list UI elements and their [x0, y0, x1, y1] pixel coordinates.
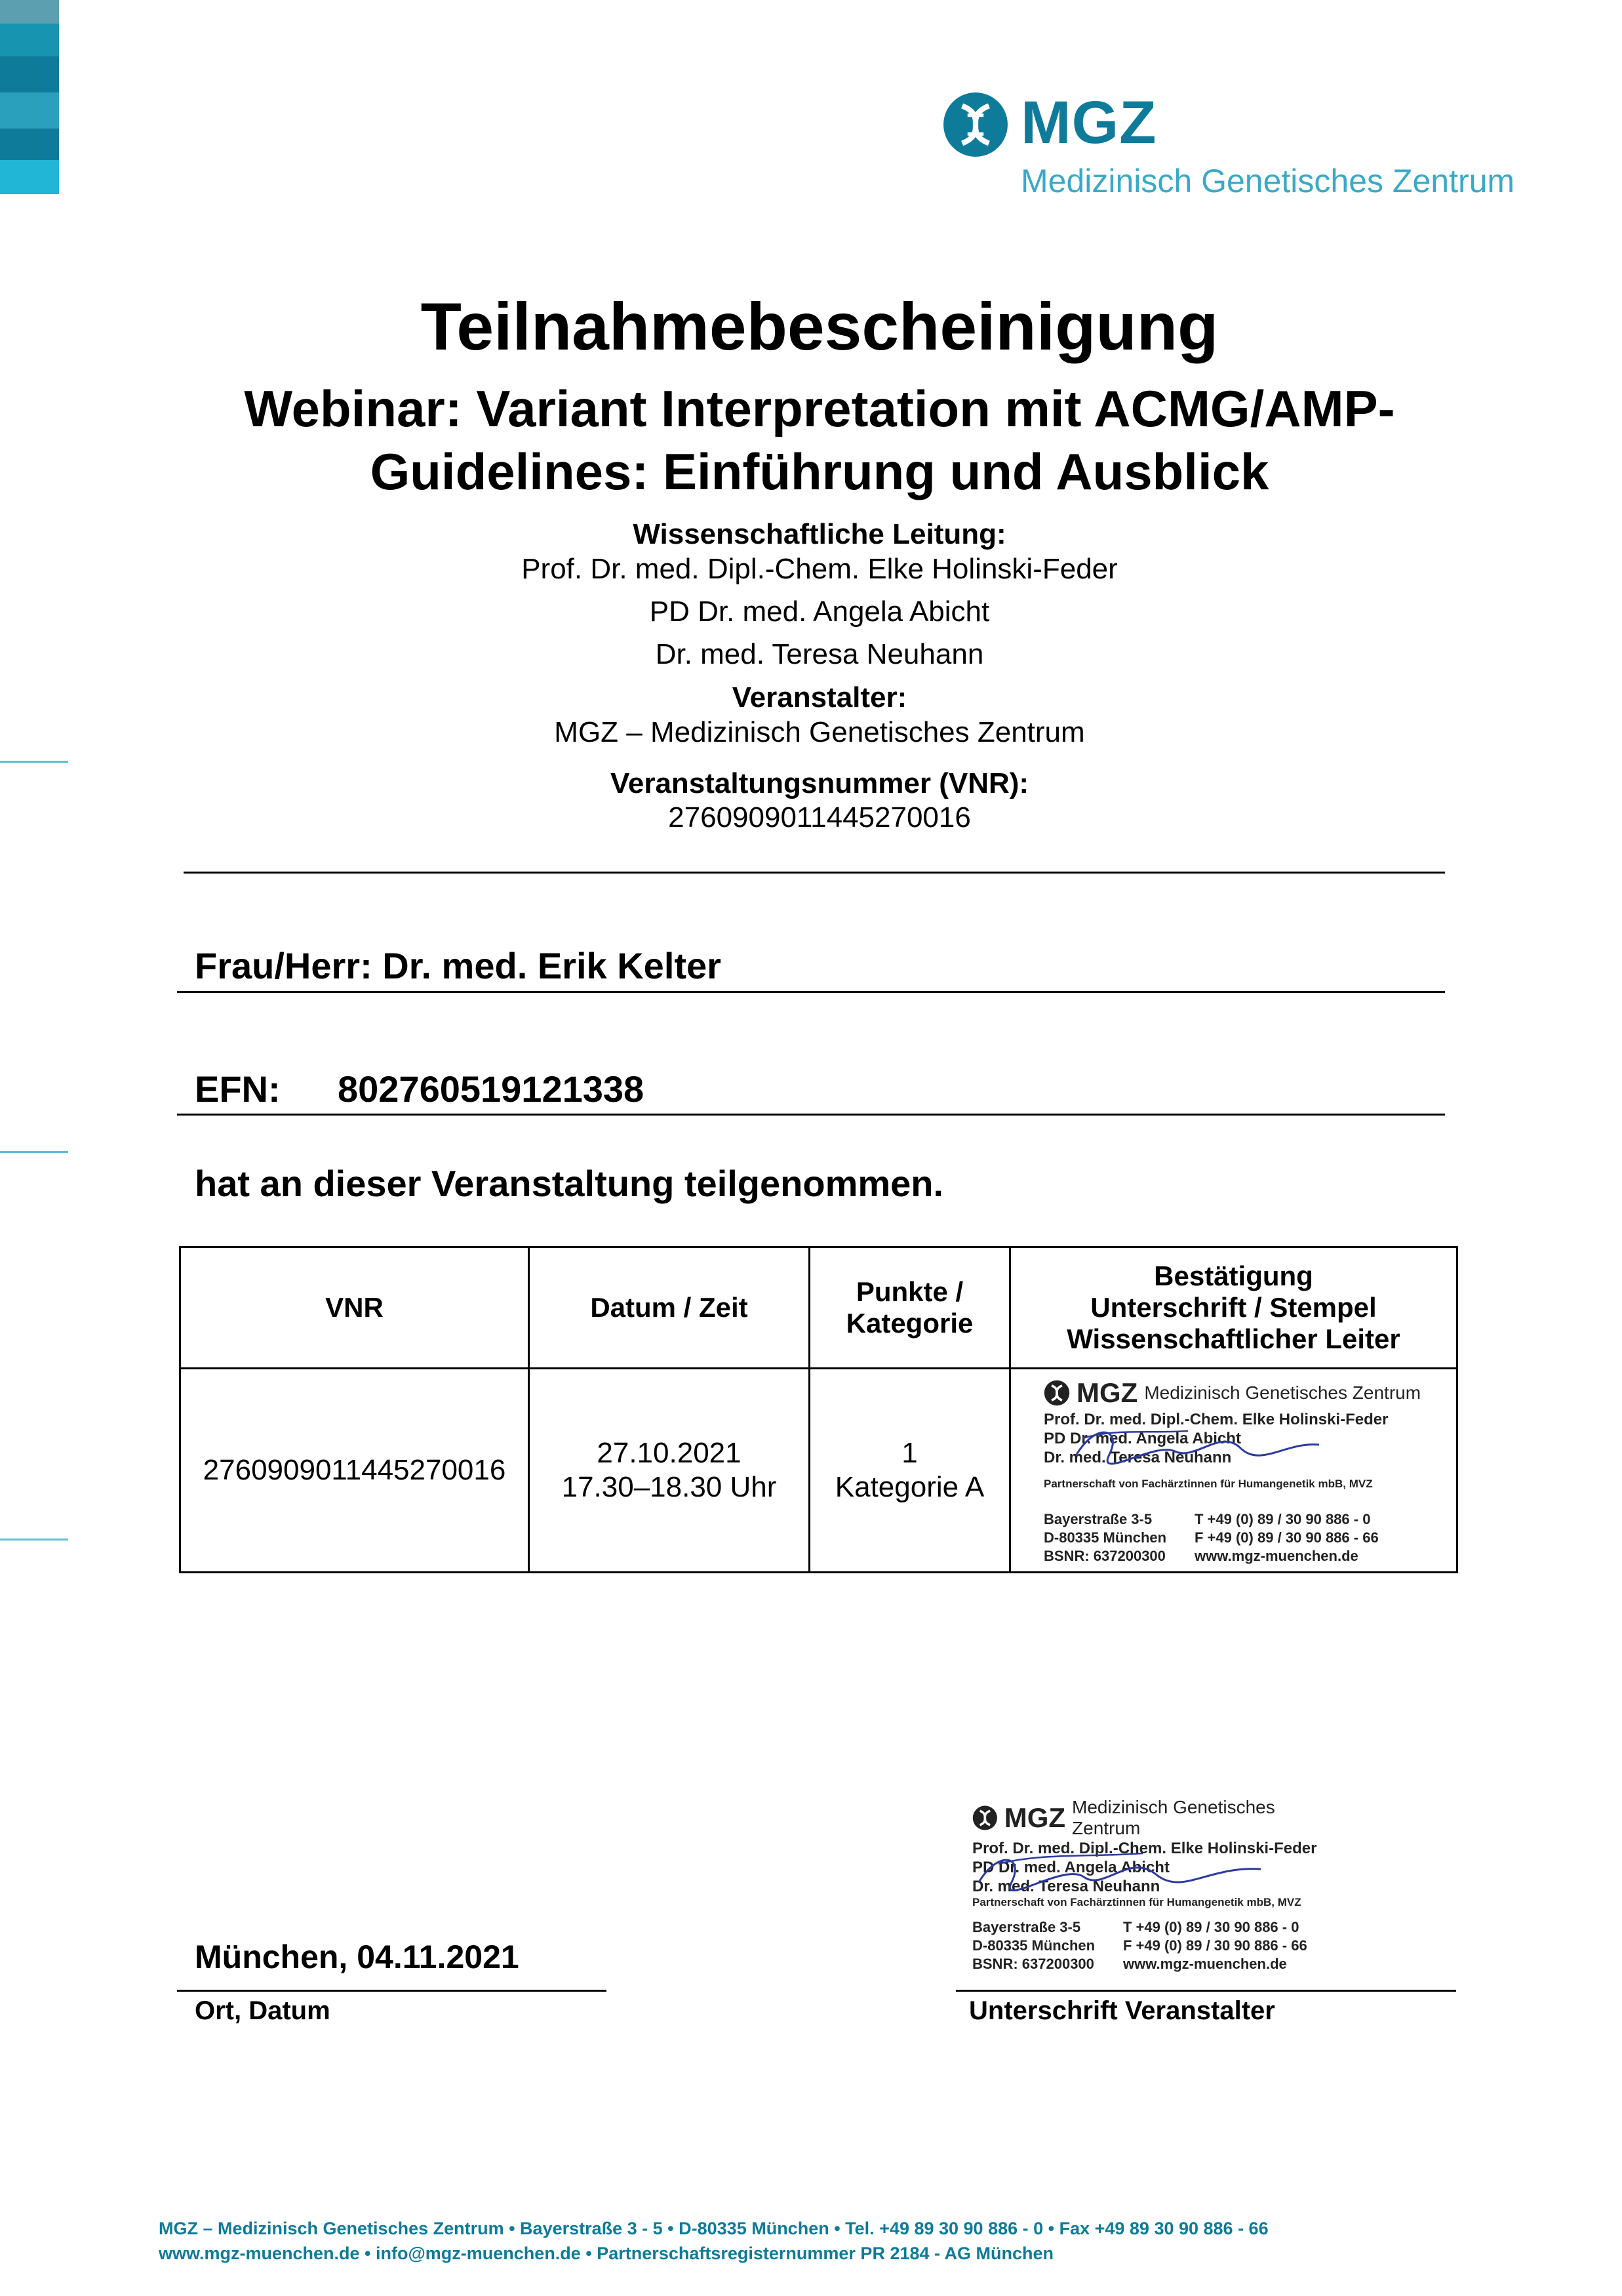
efn-underline: [177, 1114, 1445, 1116]
stamp-mgz: MGZ: [1004, 1802, 1066, 1833]
stamp: [972, 1797, 1339, 1973]
participant-underline: [177, 991, 1445, 993]
header-text: Bestätigung: [1154, 1260, 1313, 1291]
efn-value: 802760519121338: [338, 1068, 644, 1110]
attendance-table: [179, 1246, 1458, 1573]
cell-datetime: [529, 1369, 810, 1573]
stamp-line: PD Dr. med. Angela Abicht: [972, 1859, 1170, 1876]
vnr-value: 2760909011445270016: [668, 801, 971, 834]
vnr-label: Veranstaltungsnummer (VNR):: [610, 767, 1029, 799]
stamp-phone: T +49 (0) 89 / 30 90 886 - 0: [1123, 1919, 1299, 1935]
header-text: Kategorie: [846, 1308, 974, 1339]
participant-name: Dr. med. Erik Kelter: [382, 945, 721, 986]
stamp-name: Medizinisch Genetisches Zentrum: [1144, 1382, 1421, 1403]
organizer-signature-label: Unterschrift Veranstalter: [969, 1996, 1275, 2025]
stamp-line: Partnerschaft von Fachärztinnen für Humangenetik mbB, MVZ: [1044, 1477, 1373, 1490]
header-text: Unterschrift / Stempel: [1090, 1292, 1377, 1323]
attendance-statement: hat an dieser Veranstaltung teilgenommen.: [195, 1163, 944, 1204]
efn-label: EFN:: [195, 1068, 281, 1110]
table-header-row: [180, 1247, 1457, 1369]
organizer-label: Veranstalter:: [732, 681, 907, 714]
stamp: [1044, 1376, 1456, 1565]
signature-underline: [956, 1990, 1456, 1992]
webinar-title-line1: Webinar: Variant Interpretation mit ACMG/AMP-: [244, 380, 1395, 437]
cell-points-value: 1: [901, 1437, 918, 1469]
stamp-name: Medizinisch Genetisches Zentrum: [1072, 1797, 1275, 1838]
logo-text: MGZ: [1021, 89, 1157, 156]
stamp-fax: F +49 (0) 89 / 30 90 886 - 66: [1195, 1529, 1379, 1546]
mgz-logo: [942, 89, 1545, 207]
cell-date: 27.10.2021: [597, 1437, 742, 1469]
mgz-helix-icon: [942, 91, 1009, 158]
place-date-value: München, 04.11.2021: [195, 1939, 519, 1975]
organizer-value: MGZ – Medizinisch Genetisches Zentrum: [554, 716, 1085, 748]
col-header-confirmation: [1010, 1247, 1457, 1369]
col-header-points: [810, 1247, 1010, 1369]
footer-line2: www.mgz-muenchen.de • info@mgz-muenchen.de • Partnerschaftsregisternummer PR 2184 - AG München: [159, 2244, 1054, 2263]
footer-line1: MGZ – Medizinisch Genetisches Zentrum • Bayerstraße 3 - 5 • D-80335 München • Tel. +49 89 30 90 886 - 0 • Fax +49 89 30 90 886 - 66: [159, 2219, 1269, 2238]
col-header-vnr: VNR: [180, 1247, 529, 1369]
col-header-datetime: Datum / Zeit: [529, 1247, 810, 1369]
stamp-line: Partnerschaft von Fachärztinnen für Humangenetik mbB, MVZ: [972, 1896, 1301, 1908]
stamp-web: www.mgz-muenchen.de: [1195, 1547, 1358, 1564]
header-text: Punkte /: [856, 1276, 964, 1307]
stamp-line: Prof. Dr. med. Dipl.-Chem. Elke Holinski-Feder: [972, 1840, 1317, 1857]
stamp-web: www.mgz-muenchen.de: [1123, 1956, 1287, 1972]
cell-category: Kategorie A: [835, 1471, 985, 1503]
stamp-fax: F +49 (0) 89 / 30 90 886 - 66: [1123, 1937, 1307, 1954]
scientific-lead-label: Wissenschaftliche Leitung:: [633, 518, 1006, 550]
organizer-stamp: [972, 1797, 1339, 1972]
stamp-line: Prof. Dr. med. Dipl.-Chem. Elke Holinski-Feder: [1044, 1410, 1389, 1428]
place-date-label: Ort, Datum: [195, 1996, 330, 2025]
participant-row: [195, 944, 721, 987]
signature-scribble: [972, 1836, 1274, 1902]
place-date-underline: [177, 1990, 606, 1992]
stamp-mgz: MGZ: [1077, 1377, 1138, 1408]
divider: [184, 872, 1445, 874]
scientific-lead-name: PD Dr. med. Angela Abicht: [649, 595, 990, 628]
cell-stamp: [1010, 1369, 1457, 1573]
stamp-address: D-80335 München: [972, 1937, 1096, 1954]
mgz-helix-icon: [1044, 1380, 1070, 1406]
scientific-lead-name: Dr. med. Teresa Neuhann: [655, 638, 984, 670]
participant-label: Frau/Herr:: [195, 945, 372, 986]
header-text: Wissenschaftlicher Leiter: [1067, 1323, 1400, 1354]
signature-scribble: [1070, 1415, 1345, 1474]
webinar-title-line2: Guidelines: Einführung und Ausblick: [370, 443, 1269, 500]
cell-time: 17.30–18.30 Uhr: [561, 1471, 777, 1503]
cell-points: [810, 1369, 1010, 1573]
mgz-helix-icon: [972, 1805, 998, 1831]
stamp-line: Dr. med. Teresa Neuhann: [972, 1878, 1160, 1895]
page-title: Teilnahmebescheinigung: [420, 289, 1219, 364]
stamp-bsnr: BSNR: 637200300: [1044, 1547, 1166, 1564]
stamp-address: D-80335 München: [1044, 1529, 1167, 1546]
stamp-bsnr: BSNR: 637200300: [972, 1956, 1094, 1972]
stamp-address: Bayerstraße 3-5: [972, 1919, 1081, 1935]
stamp-phone: T +49 (0) 89 / 30 90 886 - 0: [1195, 1510, 1371, 1527]
scientific-lead-name: Prof. Dr. med. Dipl.-Chem. Elke Holinski-Feder: [521, 553, 1118, 585]
cell-vnr: 2760909011445270016: [180, 1369, 529, 1573]
stamp-line: PD Dr. med. Angela Abicht: [1044, 1429, 1241, 1447]
stamp-address: Bayerstraße 3-5: [1044, 1510, 1153, 1527]
logo-subtitle: Medizinisch Genetisches Zentrum: [1021, 163, 1515, 199]
stamp-line: Dr. med. Teresa Neuhann: [1044, 1448, 1232, 1466]
table-row: [180, 1369, 1457, 1573]
